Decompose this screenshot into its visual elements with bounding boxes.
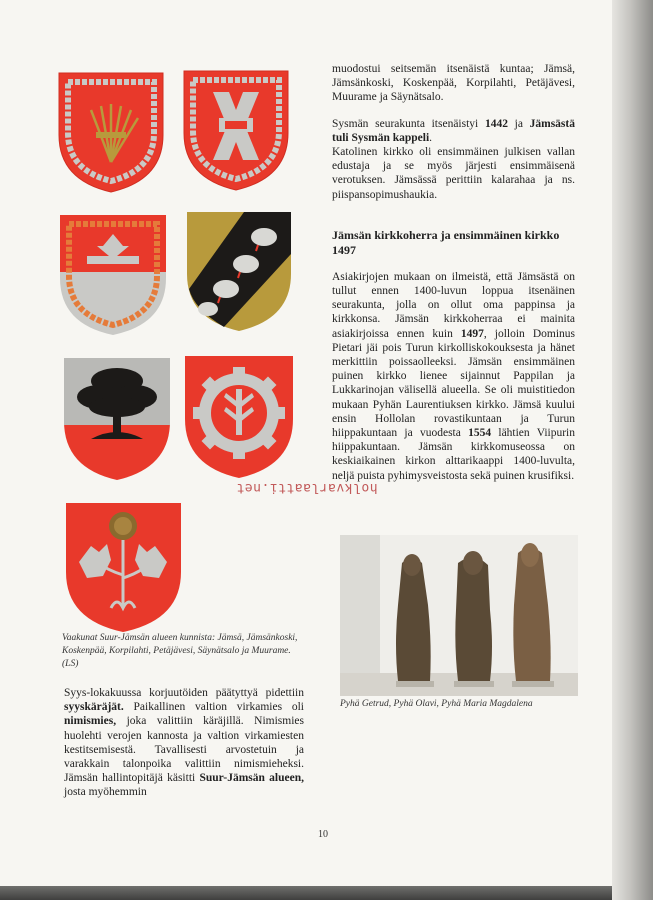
section-heading: Jämsän kirkkoherra ja ensimmäinen kirkko 1497 [332,227,560,257]
watermark: holkvarlaatti.net [236,480,378,495]
book-spine-shadow [612,0,653,900]
coat-of-arms-jamsa [56,70,166,195]
coat-of-arms-muurame [63,500,184,635]
saint-statues-photo [340,535,578,696]
paragraph-first-church: Asiakirjojen mukaan on ilmeistä, että Jämsästä on tullut ennen 1400-luvun loppua itsenäinen seurakunta, jolla on ollut oma pappinsa ja kirkkonsa. Jämsän kirkkoherraa ei mainita asiakirjoissa ennen kuin 1497, jolloin Dominus Pietari jäi pois Turun kirkolliskokouksesta ja hänet merkittiin poissaolleeksi. Jämsän ensimmäinen puinen kirkko lienee sijainnut Pappilan ja Lukkarinojan välisellä alueella. Se oli muistitiedon mukaan Pyhän Laurentiuksen kirkko. Jämsä kuului ensin Hollolan rovastikuntaan ja Turun hiippakuntaan ja vuodesta 1554 lähtien Viipurin hiippakuntaan. Jämsän kirkkomuseossa on keskiaikainen kirkon alttarikaappi 1400-luvulta, neljä puista pyhimysveistosta sekä puinen krusifiksi. [332,270,575,482]
coat-of-arms-jamsankoski [181,68,291,193]
coat-of-arms-petajavesi [61,355,173,483]
right-column [332,62,575,483]
paragraph-municipalities: muodostui seitsemän itsenäistä kuntaa; Jämsä, Jämsänkoski, Koskenpää, Korpilahti, Petäjävesi, Muurame ja Säynätsalo. [332,63,575,104]
photo-caption: Pyhä Getrud, Pyhä Olavi, Pyhä Maria Magdalena [340,699,533,709]
coat-of-arms-caption: Vaakunat Suur-Jämsän alueen kunnista: Jämsä, Jämsänkoski, Koskenpää, Korpilahti, Petäjävesi, Säynätsalo ja Muurame. (LS) [62,633,298,669]
coat-of-arms-saynatsalo [182,353,296,481]
coat-of-arms-koskenpaa [57,212,169,338]
left-column-paragraph: Syys-lokakuussa korjuutöiden päätyttyä pidettiin syyskäräjät. Paikallinen valtion virkamies oli nimismies, joka valittiin käräjillä. Nimismies huolehti verojen kannosta ja valtion virkamiesten kestitsemisestä. Tavallisesti arvostetuin ja varakkain talonpoika valittiin nimismieheksi. Jämsän hallintopitäjä käsitti Suur-Jämsän alueen, josta myöhemmin [64,687,304,799]
page-number: 10 [318,829,328,840]
coat-of-arms-korpilahti [184,209,294,334]
paragraph-sysma: Sysmän seurakunta itsenäistyi 1442 ja Jämsästä tuli Sysmän kappeli. [332,117,575,144]
scanner-bottom-edge [0,886,612,900]
paragraph-catholic-church: Katolinen kirkko oli ensimmäinen julkisen vallan edustaja ja se myös järjesti ensimmäisenä verotuksen. Jämsässä perittiin kalarahaa ja ns. piispansopimushaukia. [332,146,575,201]
